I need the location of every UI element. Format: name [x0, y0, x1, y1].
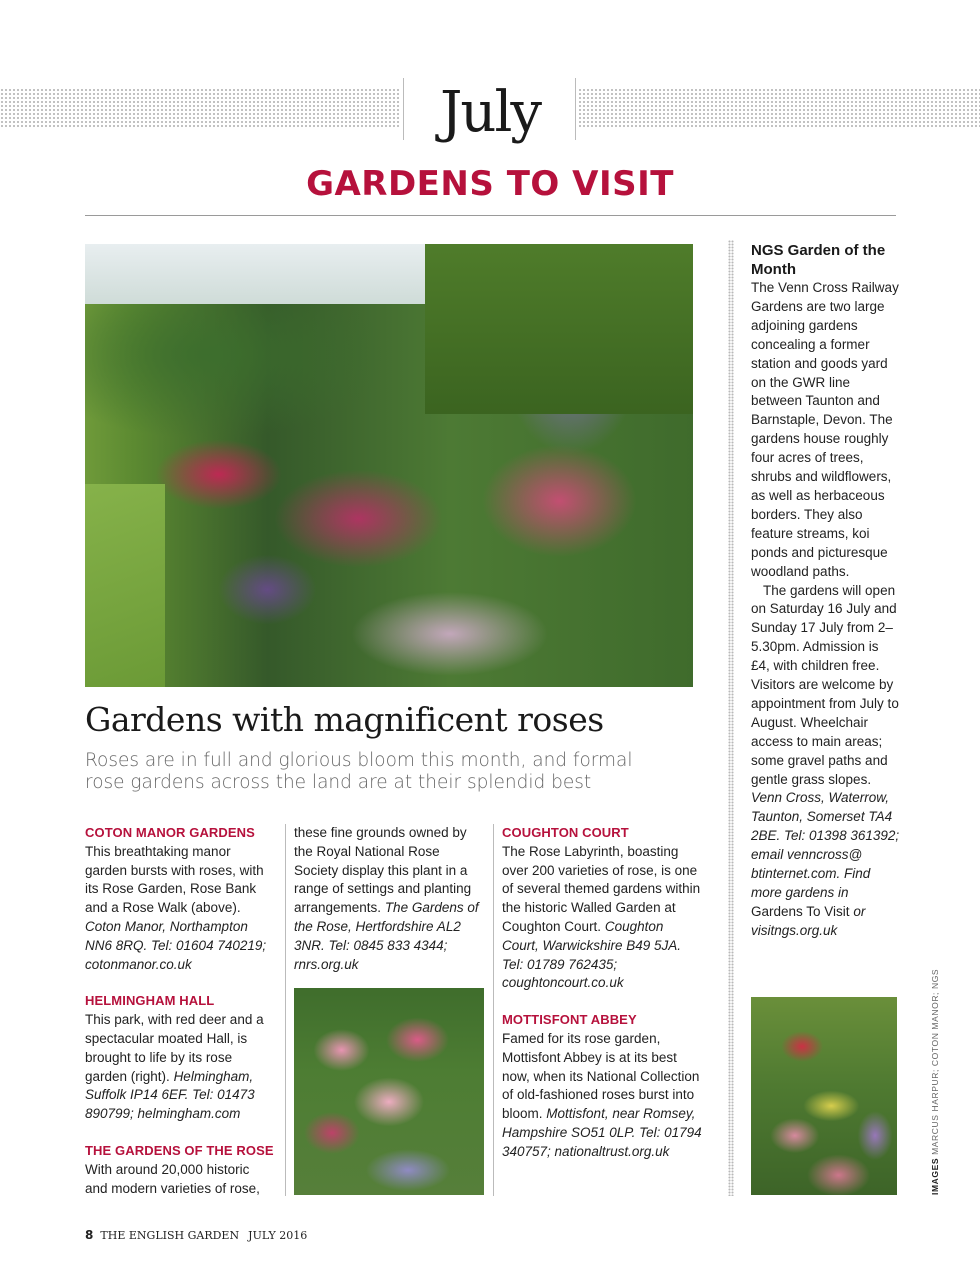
entry-name: HELMINGHAM HALL	[85, 993, 215, 1009]
month-title: July	[439, 80, 541, 145]
header-pattern-right	[578, 88, 980, 128]
header-pattern-left	[0, 88, 400, 128]
sidebar-website-link[interactable]: visitngs.org.uk	[751, 922, 838, 938]
entry-body: With around 20,000 historic and modern varieties of rose,	[85, 1161, 260, 1196]
sidebar-paragraph: The Venn Cross Railway Gardens are two large adjoining gardens concealing a former station and goods yard on the GWR line between Taunton and Barnstaple, Devon. The gardens house roughly four acres of trees, shrubs and wildflowers, as well as herbaceous borders. They also feature streams, koi ponds and picturesque woodland paths.	[751, 280, 899, 579]
feature-title: Gardens with magnificent roses	[85, 700, 604, 739]
photo-lawn	[85, 484, 165, 687]
entry-body: Famed for its rose garden, Mottisfont Abbey is at its best now, when its National Collection of old-fashioned roses burst into bloom.	[502, 1030, 700, 1122]
entry-name: COTON MANOR GARDENS	[85, 825, 255, 840]
issue-date: JULY 2016	[248, 1229, 308, 1242]
ngs-sidebar	[751, 241, 901, 941]
sidebar-title: NGS Garden of the Month	[751, 242, 886, 278]
entry-name: COUGHTON COURT	[502, 825, 629, 840]
column-2	[294, 824, 486, 974]
section-title: GARDENS TO VISIT	[306, 164, 674, 204]
header-rule	[85, 215, 896, 216]
entry-details: Coughton Court, Warwickshire B49 5JA. Tel: 01789 762435; coughtoncourt.co.uk	[502, 918, 682, 991]
sidebar-or: or	[853, 903, 866, 919]
entry-details: Coton Manor, Northampton NN6 8RQ. Tel: 01604 740219; cotonmanor.co.uk	[85, 918, 267, 972]
image-credits	[930, 969, 940, 1195]
entry-body: This park, with red deer and a spectacular moated Hall, is brought to life by its rose garden (right).	[85, 1012, 264, 1084]
page-number: 8	[85, 1228, 94, 1242]
sidebar-details: Venn Cross, Waterrow, Taunton, Somerset TA4 2BE. Tel: 01398 361392; email venncross@ btinternet.com. Find more gardens in	[751, 790, 900, 900]
entry-body: The Rose Labyrinth, boasting over 200 varieties of rose, is one of several themed gardens within the historic Walled Garden at Coughton Court.	[502, 843, 701, 934]
column-3	[502, 824, 702, 1162]
feature-dek: Roses are in full and glorious bloom this month, and formal rose gardens across the land are at their splendid best	[85, 750, 633, 793]
entry-body: This breathtaking manor garden bursts with roses, with its Rose Garden, Rose Bank and a Rose Walk (above).	[85, 843, 264, 916]
column-divider	[285, 824, 286, 1196]
credits-label: IMAGES	[930, 1157, 940, 1195]
venn-cross-garden-photo	[751, 997, 897, 1195]
entry-name: THE GARDENS OF THE ROSE	[85, 1142, 274, 1158]
entry-body-continued: these fine grounds owned by the Royal National Rose Society display this plant in a range of settings and planting arrangements.	[294, 825, 472, 916]
helmingham-roses-photo	[294, 988, 484, 1195]
entry-details: The Gardens of the Rose, Hertfordshire AL2 3NR. Tel: 0845 833 4344; rnrs.org.uk	[294, 900, 479, 972]
rose-border-photo	[85, 244, 693, 687]
header-divider-right	[575, 78, 576, 140]
sidebar-divider	[728, 240, 734, 1196]
photo-hedge	[425, 244, 693, 414]
credits-text: MARCUS HARPUR; COTON MANOR; NGS	[930, 968, 940, 1155]
photo-sky	[85, 244, 425, 304]
sidebar-paragraph: The gardens will open on Saturday 16 July and Sunday 17 July from 2–5.30pm. Admission is £4, with children free. Visitors are welcome by appointment from July to August. Wheelchair access to main areas; some gravel paths and gentle grass slopes.	[751, 582, 899, 787]
entry-name: MOTTISFONT ABBEY	[502, 1012, 637, 1028]
header-divider-left	[403, 78, 404, 140]
magazine-name: THE ENGLISH GARDEN	[100, 1229, 240, 1242]
sidebar-book-title: Gardens To Visit	[751, 903, 850, 919]
entry-details: Mottisfont, near Romsey, Hampshire SO51 0LP. Tel: 01794 340757; nationaltrust.org.uk	[502, 1106, 702, 1159]
column-divider	[493, 824, 494, 1196]
page-footer	[85, 1228, 307, 1242]
entry-details: Helmingham, Suffolk IP14 6EF. Tel: 01473 890799; helmingham.com	[85, 1068, 255, 1122]
column-1	[85, 824, 275, 1198]
